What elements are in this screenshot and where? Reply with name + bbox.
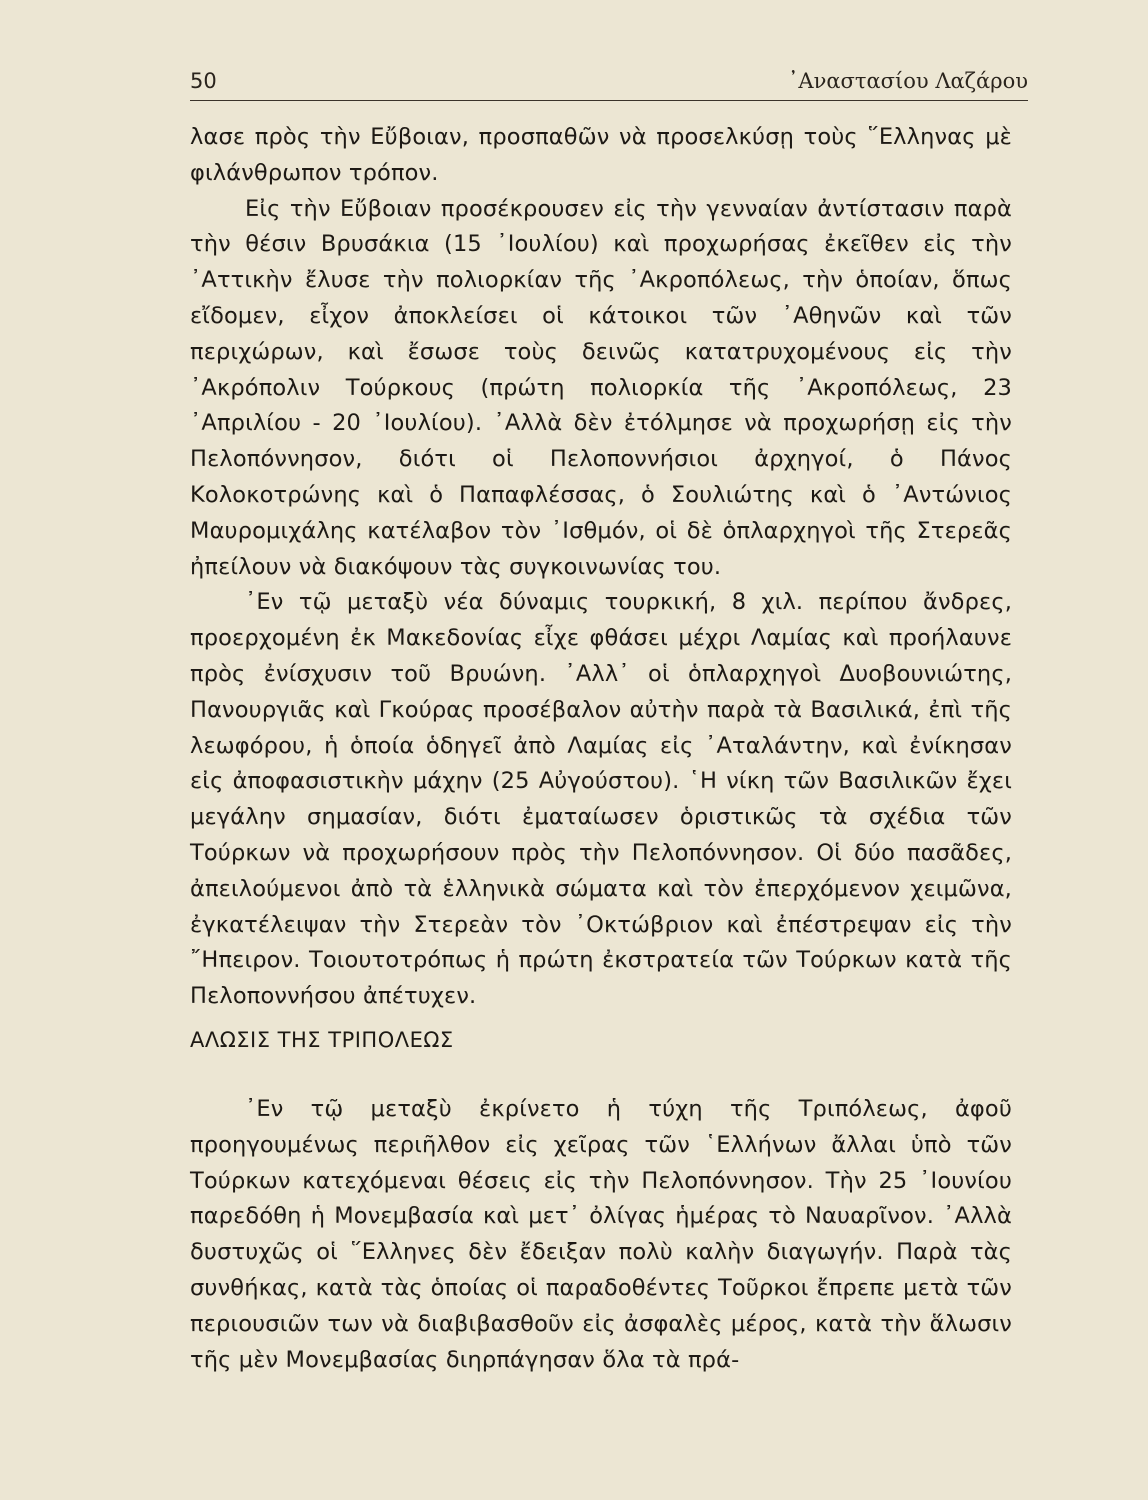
paragraph: ᾿Εν τῷ μεταξὺ ἐκρίνετο ἡ τύχη τῆς Τριπόλεως, ἀφοῦ προηγουμένως περιῆλθον εἰς χεῖρας τῶν ῾Ελλήνων ἄλλαι ὑπὸ τῶν Τούρκων κατεχόμεναι θέσεις εἰς τὴν Πελοπόννησον. Τὴν 25 ᾿Ιουνίου παρεδόθη ἡ Μονεμβασία καὶ μετ᾿ ὀλίγας ἡμέρας τὸ Ναυαρῖνον. ᾿Αλλὰ δυστυχῶς οἱ ῞Ελληνες δὲν ἔδειξαν πολὺ καλὴν διαγωγήν. Παρὰ τὰς συνθήκας, κατὰ τὰς ὁποίας οἱ παραδοθέντες Τοῦρκοι ἔπρεπε μετὰ τῶν περιουσιῶν των νὰ διαβιβασθοῦν εἰς ἀσφαλὲς μέρος, κατὰ τὴν ἅλωσιν τῆς μὲν Μονεμβασίας διηρπάγησαν ὅλα τὰ πρά- (190, 1096, 1012, 1373)
paragraph-continuation: λασε πρὸς τὴν Εὔβοιαν, προσπαθῶν νὰ προσελκύσῃ τοὺς ῞Ελληνας μὲ φιλάνθρωπον τρόπον. (190, 124, 1012, 186)
section-heading: ΑΛΩΣΙΣ ΤΗΣ ΤΡΙΠΟΛΕΩΣ (190, 1028, 454, 1052)
section-body-2 (190, 1092, 1012, 1378)
header-rule (190, 100, 1028, 102)
paragraph: Εἰς τὴν Εὔβοιαν προσέκρουσεν εἰς τὴν γενναίαν ἀντίστασιν παρὰ τὴν θέσιν Βρυσάκια (15 ᾿Ιουλίου) καὶ προχωρήσας ἐκεῖθεν εἰς τὴν ᾿Αττικὴν ἔλυσε τὴν πολιορκίαν τῆς ᾿Ακροπόλεως, τὴν ὁποίαν, ὅπως εἴδομεν, εἶχον ἀποκλείσει οἱ κάτοικοι τῶν ᾿Αθηνῶν καὶ τῶν περιχώρων, καὶ ἔσωσε τοὺς δεινῶς κατατρυχομένους εἰς τὴν ᾿Ακρόπολιν Τούρκους (πρώτη πολιορκία τῆς ᾿Ακροπόλεως, 23 ᾿Απριλίου - 20 ᾿Ιουλίου). ᾿Αλλὰ δὲν ἐτόλμησε νὰ προχωρήσῃ εἰς τὴν Πελοπόννησον, διότι οἱ Πελοποννήσιοι ἀρχηγοί, ὁ Πάνος Κολοκοτρώνης καὶ ὁ Παπαφλέσσας, ὁ Σουλιώτης καὶ ὁ ᾿Αντώνιος Μαυρομιχάλης κατέλαβον τὸν ᾿Ισθμόν, οἱ δὲ ὁπλαρχηγοὶ τῆς Στερεᾶς ἠπείλουν νὰ διακόψουν τὰς συγκοινωνίας του. (190, 195, 1012, 580)
running-head-author: ᾿Αναστασίου Λαζάρου (787, 69, 1028, 93)
section-body-1 (190, 120, 1012, 1015)
page-number: 50 (190, 69, 217, 93)
running-head (190, 66, 1028, 96)
paragraph: ᾿Εν τῷ μεταξὺ νέα δύναμις τουρκική, 8 χιλ. περίπου ἄνδρες, προερχομένη ἐκ Μακεδονίας εἶχε φθάσει μέχρι Λαμίας καὶ προήλαυνε πρὸς ἐνίσχυσιν τοῦ Βρυώνη. ᾿Αλλ᾿ οἱ ὁπλαρχηγοὶ Δυοβουνιώτης, Πανουργιᾶς καὶ Γκούρας προσέβαλον αὐτὴν παρὰ τὰ Βασιλικά, ἐπὶ τῆς λεωφόρου, ἡ ὁποία ὁδηγεῖ ἀπὸ Λαμίας εἰς ᾿Αταλάντην, καὶ ἐνίκησαν εἰς ἀποφασιστικὴν μάχην (25 Αὐγούστου). ῾Η νίκη τῶν Βασιλικῶν ἔχει μεγάλην σημασίαν, διότι ἐματαίωσεν ὁριστικῶς τὰ σχέδια τῶν Τούρκων νὰ προχωρήσουν πρὸς τὴν Πελοπόννησον. Οἱ δύο πασᾶδες, ἀπειλούμενοι ἀπὸ τὰ ἑλληνικὰ σώματα καὶ τὸν ἐπερχόμενον χειμῶνα, ἐγκατέλειψαν τὴν Στερεὰν τὸν ᾿Οκτώβριον καὶ ἐπέστρεψαν εἰς τὴν ῎Ηπειρον. Τοιουτοτρόπως ἡ πρώτη ἐκστρατεία τῶν Τούρκων κατὰ τῆς Πελοποννήσου ἀπέτυχεν. (190, 589, 1012, 1010)
